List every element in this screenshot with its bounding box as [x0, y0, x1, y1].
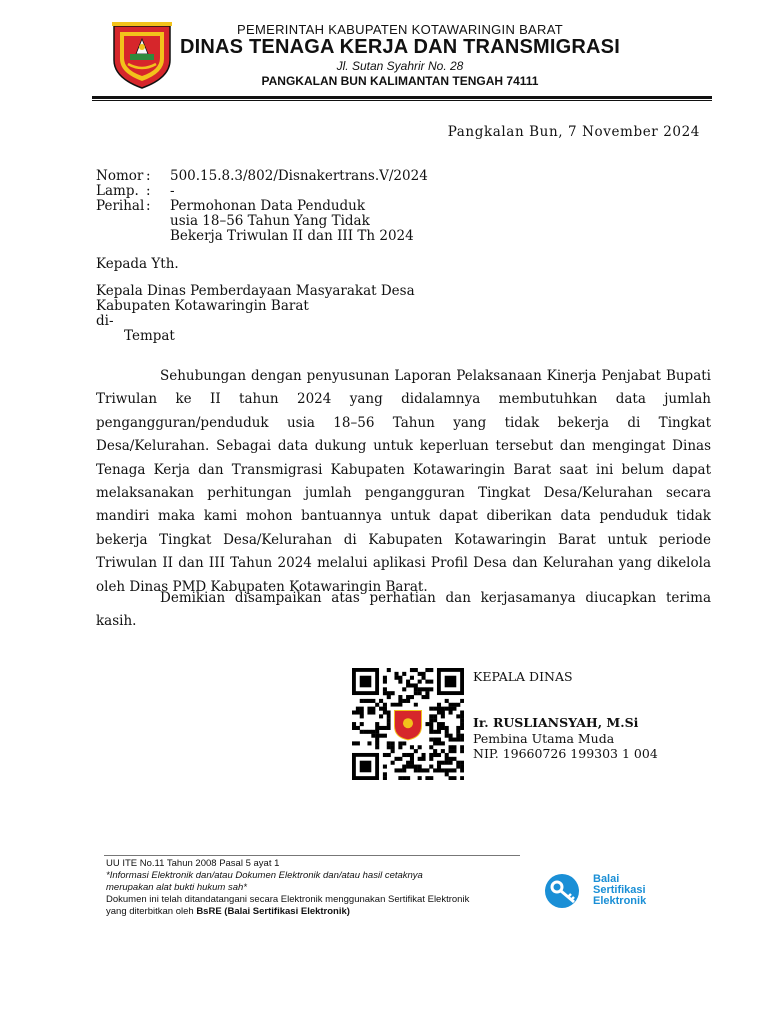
- bsre-text-2: Sertifikasi: [593, 884, 646, 896]
- signature-name: Ir. RUSLIANSYAH, M.Si: [473, 715, 639, 730]
- meta-nomor-label: Nomor: [96, 168, 144, 184]
- footer-quote-2: merupakan alat bukti hukum sah*: [106, 882, 247, 893]
- meta-nomor: [96, 168, 428, 184]
- meta-perihal-line-3: Bekerja Triwulan II dan III Th 2024: [170, 228, 414, 244]
- recipient-line-4: Tempat: [124, 328, 175, 344]
- meta-perihal: [96, 198, 365, 214]
- meta-colon: :: [146, 183, 151, 199]
- letter-date: Pangkalan Bun, 7 November 2024: [447, 124, 700, 140]
- letterhead-rule-thick: [92, 96, 712, 99]
- body-paragraph-1: [96, 365, 711, 599]
- recipient-line-3: di-: [96, 313, 114, 329]
- recipient-line-1: Kepala Dinas Pemberdayaan Masyarakat Desa: [96, 283, 415, 299]
- qr-code-icon: [352, 668, 464, 780]
- meta-perihal-line-1: Permohonan Data Penduduk: [170, 198, 366, 214]
- meta-lamp-label: Lamp.: [96, 183, 139, 199]
- letterhead-agency: DINAS TENAGA KERJA DAN TRANSMIGRASI: [180, 36, 620, 58]
- letterhead-government: PEMERINTAH KABUPATEN KOTAWARINGIN BARAT: [237, 22, 563, 37]
- recipient-salutation: Kepada Yth.: [96, 256, 179, 272]
- meta-lamp: [96, 183, 175, 199]
- footer-note-2-bold: BsRE (Balai Sertifikasi Elektronik): [196, 906, 350, 917]
- body-paragraph-2: [96, 587, 711, 634]
- footer-note-2: [106, 906, 350, 917]
- footer-law: UU ITE No.11 Tahun 2008 Pasal 5 ayat 1: [106, 858, 280, 869]
- footer-note-2-prefix: yang diterbitkan oleh: [106, 906, 197, 917]
- letterhead-city: PANGKALAN BUN KALIMANTAN TENGAH 74111: [261, 74, 539, 88]
- body-paragraph-2-text: Demikian disampaikan atas perhatian dan kerjasamanya diucapkan terima kasih.: [96, 590, 711, 630]
- meta-colon: :: [146, 168, 151, 184]
- signature-nip: NIP. 19660726 199303 1 004: [473, 746, 658, 761]
- letterhead-rule-thin: [92, 100, 712, 101]
- bsre-text-3: Elektronik: [593, 895, 647, 907]
- signature-title: KEPALA DINAS: [473, 669, 573, 684]
- signature-rank: Pembina Utama Muda: [473, 731, 615, 746]
- meta-perihal-label: Perihal: [96, 198, 145, 214]
- bsre-logo-icon: [542, 872, 588, 910]
- bsre-text-1: Balai: [593, 873, 620, 885]
- footer-note-1: Dokumen ini telah ditandatangani secara Elektronik menggunakan Sertifikat Elektronik: [106, 894, 470, 905]
- regency-coat-of-arms-icon: [108, 20, 176, 90]
- meta-nomor-value: 500.15.8.3/802/Disnakertrans.V/2024: [170, 168, 428, 184]
- meta-perihal-line-2: usia 18–56 Tahun Yang Tidak: [170, 213, 370, 229]
- meta-lamp-value: -: [170, 183, 175, 199]
- recipient-line-2: Kabupaten Kotawaringin Barat: [96, 298, 309, 314]
- footer-quote-1: *Informasi Elektronik dan/atau Dokumen Elektronik dan/atau hasil cetaknya: [106, 870, 423, 881]
- body-paragraph-1-text: Sehubungan dengan penyusunan Laporan Pelaksanaan Kinerja Penjabat Bupati Triwulan ke II tahun 2024 yang didalamnya membutuhkan data jumlah pengangguran/penduduk usia 18–56 Tahun yang tidak bekerja di Tingkat Desa/Kelurahan. Sebagai data dukung untuk keperluan tersebut dan mengingat Dinas Tenaga Kerja dan Transmigrasi Kabupaten Kotawaringin Barat saat ini belum dapat melaksanakan perhitungan jumlah pengangguran Tingkat Desa/Kelurahan secara mandiri maka kami mohon bantuannya untuk dapat diberikan data penduduk tidak bekerja Tingkat Desa/Kelurahan di Kabupaten Kotawaringin Barat untuk periode Triwulan II dan III Tahun 2024 melalui aplikasi Profil Desa dan Kelurahan yang dikelola oleh Dinas PMD Kabupaten Kotawaringin Barat.: [96, 368, 711, 595]
- footer-rule: [104, 855, 520, 856]
- meta-colon: :: [146, 198, 151, 214]
- letterhead-street: Jl. Sutan Syahrir No. 28: [336, 59, 464, 73]
